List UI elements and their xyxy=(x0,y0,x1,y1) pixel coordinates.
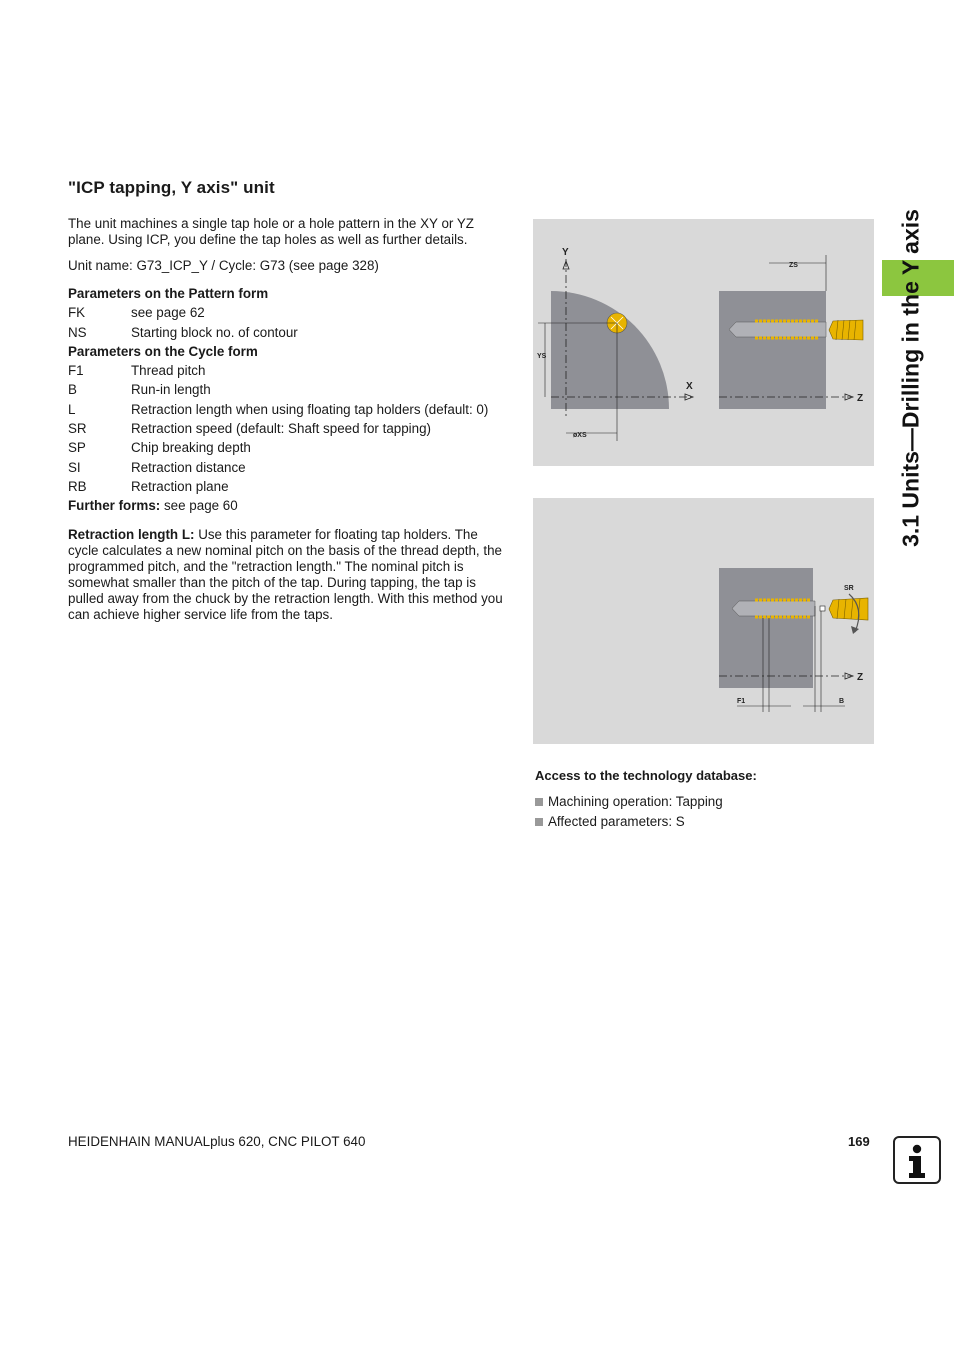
ys-label: YS xyxy=(537,353,547,360)
quarter-disc-workpiece xyxy=(551,291,669,409)
pattern-form-heading: Parameters on the Pattern form xyxy=(68,286,269,301)
sr-label: SR xyxy=(844,585,854,592)
figure-tapping-parameters xyxy=(533,498,874,744)
page-number: 169 xyxy=(848,1134,870,1149)
f1-label: F1 xyxy=(737,698,746,705)
further-forms: Further forms: see page 60 xyxy=(68,498,238,514)
side-view-workpiece xyxy=(719,291,826,409)
zs-label: ZS xyxy=(789,262,798,269)
list-item: Affected parameters: S xyxy=(535,814,723,834)
param-row: SR Retraction speed (default: Shaft speed for tapping) xyxy=(68,421,431,437)
parameter-list xyxy=(68,284,518,516)
param-row: SI Retraction distance xyxy=(68,459,246,475)
b-label: B xyxy=(839,698,845,705)
bullet-square-icon xyxy=(535,798,543,806)
access-list xyxy=(535,794,723,834)
section-title: "ICP tapping, Y axis" unit xyxy=(68,178,275,197)
start-point-marker xyxy=(820,606,825,611)
param-row: L Retraction length when using floating tap holders (default: 0) xyxy=(68,401,489,417)
bullet-square-icon xyxy=(535,818,543,826)
param-row: RB Retraction plane xyxy=(68,478,229,494)
param-row: NS Starting block no. of contour xyxy=(68,324,298,340)
list-item: Machining operation: Tapping xyxy=(535,794,723,814)
tap-tool xyxy=(829,320,863,340)
info-i-icon xyxy=(893,1136,941,1184)
chapter-side-title: 3.1 Units—Drilling in the Y axis xyxy=(897,209,924,547)
retraction-paragraph: Retraction length L: Use this parameter for floating tap holders. The cycle calculates a new nominal pitch on the basis of the thread depth, the programmed pitch, and the "retraction length." The nominal pitch is somewhat smaller than the pitch of the tap. During tapping, the tap is pulled away from the chuck by the retraction length. With this method you can achieve higher service life from the taps. xyxy=(68,527,503,622)
tapped-hole-section xyxy=(732,601,815,616)
workpiece-section xyxy=(719,568,813,688)
tapped-hole-section xyxy=(729,322,826,337)
param-row: SP Chip breaking depth xyxy=(68,440,251,456)
access-heading: Access to the technology database: xyxy=(535,768,757,783)
param-row: B Run-in length xyxy=(68,382,211,398)
xs-label: øXS xyxy=(573,432,587,439)
z-axis-label: Z xyxy=(857,393,864,404)
x-axis-label: X xyxy=(686,381,693,392)
param-row: FK see page 62 xyxy=(68,305,205,321)
tap-tool xyxy=(829,598,868,620)
y-axis-label: Y xyxy=(562,247,569,258)
intro-paragraph: The unit machines a single tap hole or a hole pattern in the XY or YZ plane. Using ICP, you define the tap holes as well as further details. xyxy=(68,216,474,247)
z-axis-label: Z xyxy=(857,672,864,683)
cycle-form-heading: Parameters on the Cycle form xyxy=(68,343,258,359)
param-row: F1 Thread pitch xyxy=(68,363,206,379)
figure-pattern-geometry xyxy=(533,219,874,466)
unit-name: Unit name: G73_ICP_Y / Cycle: G73 (see page 328) xyxy=(68,258,379,273)
footer-text: HEIDENHAIN MANUALplus 620, CNC PILOT 640 xyxy=(68,1134,366,1149)
